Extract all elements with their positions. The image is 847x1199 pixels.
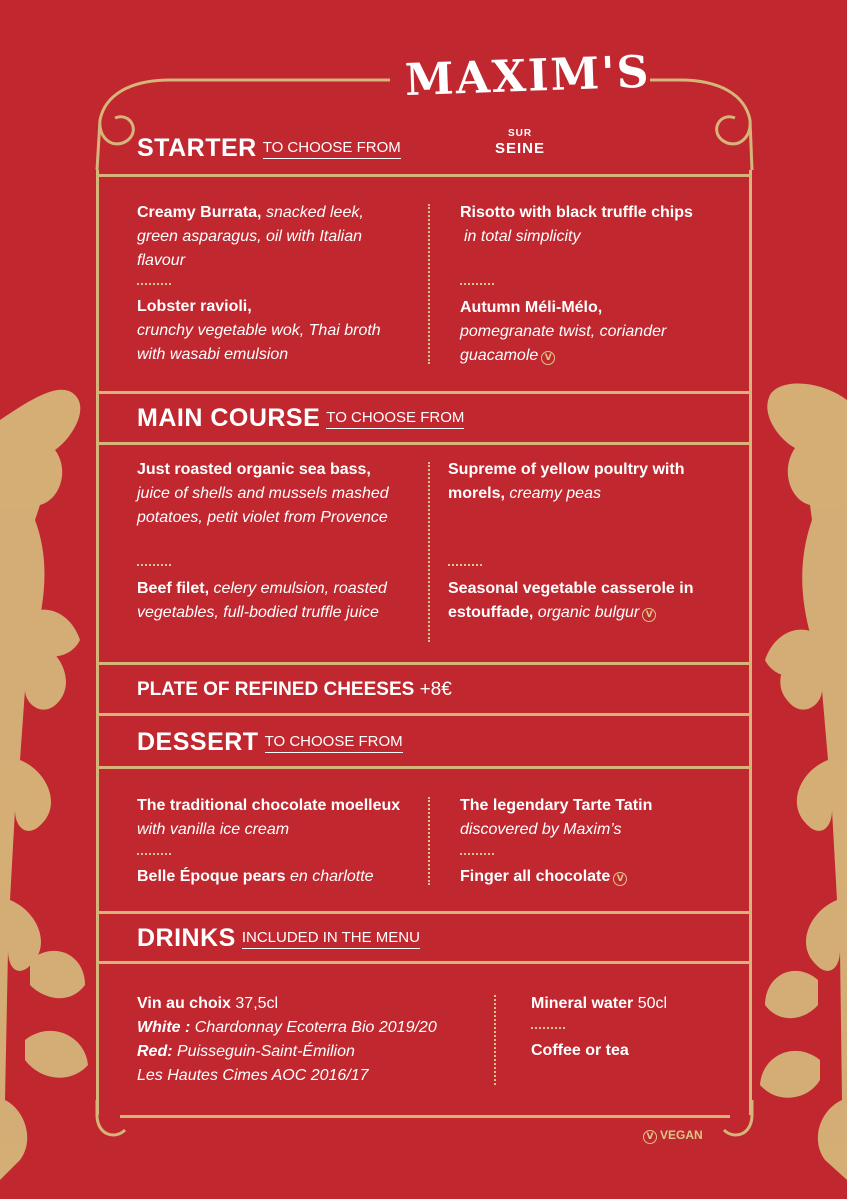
drinks-item-coffee: Coffee or tea — [531, 1042, 629, 1059]
starter-item-meli-melo: Autumn Méli-Mélo, pomegranate twist, coriander guacamole V — [460, 299, 667, 364]
dessert-item-chocolate-moelleux: The traditional chocolate moelleux with vanilla ice cream — [137, 797, 401, 838]
vegan-legend-label: VEGAN — [660, 1128, 703, 1142]
main-item-poultry: Supreme of yellow poultry with morels, creamy peas — [448, 461, 685, 502]
divider — [96, 174, 752, 177]
drinks-item-water: Mineral water 50cl — [531, 995, 668, 1012]
dotted-separator — [460, 853, 494, 855]
brand-logo — [404, 46, 652, 107]
vegan-icon: V — [541, 351, 555, 365]
divider — [96, 442, 752, 445]
vegan-icon: V — [613, 872, 627, 886]
dessert-subtitle: TO CHOOSE FROM — [265, 733, 403, 753]
starter-item-burrata: Creamy Burrata, snacked leek, green asparagus, oil with Italian flavour — [137, 204, 364, 269]
cheese-plate-label: PLATE OF REFINED CHEESES — [137, 679, 415, 700]
divider — [96, 961, 752, 964]
main-item-beef-filet: Beef filet, celery emulsion, roasted vegetables, full-bodied truffle juice — [137, 580, 387, 621]
brand-seine: SEINE — [494, 140, 545, 157]
cheese-plate-price: +8€ — [414, 679, 452, 700]
dotted-column-separator — [428, 204, 430, 364]
divider — [96, 766, 752, 769]
dotted-separator — [448, 564, 482, 566]
starter-title: STARTER — [137, 134, 257, 162]
starter-heading — [137, 134, 401, 163]
main-item-vegetable-casserole: Seasonal vegetable casserole in estouffade, organic bulgur V — [448, 580, 694, 621]
dotted-column-separator — [494, 995, 496, 1085]
dessert-item-tarte-tatin: The legendary Tarte Tatin discovered by Maxim’s — [460, 797, 653, 838]
drinks-title: DRINKS — [137, 924, 236, 952]
main-course-subtitle: TO CHOOSE FROM — [326, 409, 464, 429]
drinks-subtitle: INCLUDED IN THE MENU — [242, 929, 420, 949]
divider — [96, 713, 752, 716]
vegan-icon: V — [642, 608, 656, 622]
dessert-item-pears: Belle Époque pears en charlotte — [137, 868, 374, 885]
main-course-heading — [137, 404, 464, 433]
vegan-legend — [643, 1128, 703, 1144]
dessert-heading — [137, 728, 403, 757]
divider — [96, 911, 752, 914]
right-floral-ornament — [760, 384, 847, 1180]
vegan-icon: V — [643, 1130, 657, 1144]
dessert-title: DESSERT — [137, 728, 259, 756]
dotted-separator — [460, 283, 494, 285]
starter-subtitle: TO CHOOSE FROM — [263, 139, 401, 159]
main-course-title: MAIN COURSE — [137, 404, 321, 432]
brand-name: MAXIM'S — [404, 46, 652, 107]
dotted-separator — [137, 564, 171, 566]
left-floral-ornament — [0, 390, 88, 1180]
divider — [96, 391, 752, 394]
dotted-separator — [137, 283, 171, 285]
drinks-item-wine: Vin au choix 37,5cl White : Chardonnay Ecoterra Bio 2019/20 Red: Puisseguin-Saint-Émilion Les Hautes Cimes AOC 2016/17 — [137, 995, 437, 1084]
dessert-item-finger-chocolate: Finger all chocolate V — [460, 865, 730, 889]
main-item-sea-bass: Just roasted organic sea bass, juice of shells and mussels mashed potatoes, petit violet from Provence — [137, 461, 389, 526]
starter-item-lobster-ravioli: Lobster ravioli, crunchy vegetable wok, Thai broth with wasabi emulsion — [137, 298, 381, 363]
drinks-heading — [137, 924, 420, 953]
dotted-column-separator — [428, 797, 430, 885]
dotted-separator — [137, 853, 171, 855]
starter-item-risotto: Risotto with black truffle chips in total simplicity — [460, 204, 693, 245]
dotted-separator — [531, 1027, 565, 1029]
brand-sur: SUR — [507, 128, 533, 139]
cheese-plate — [137, 679, 452, 701]
divider — [96, 662, 752, 665]
dotted-column-separator — [428, 462, 430, 642]
